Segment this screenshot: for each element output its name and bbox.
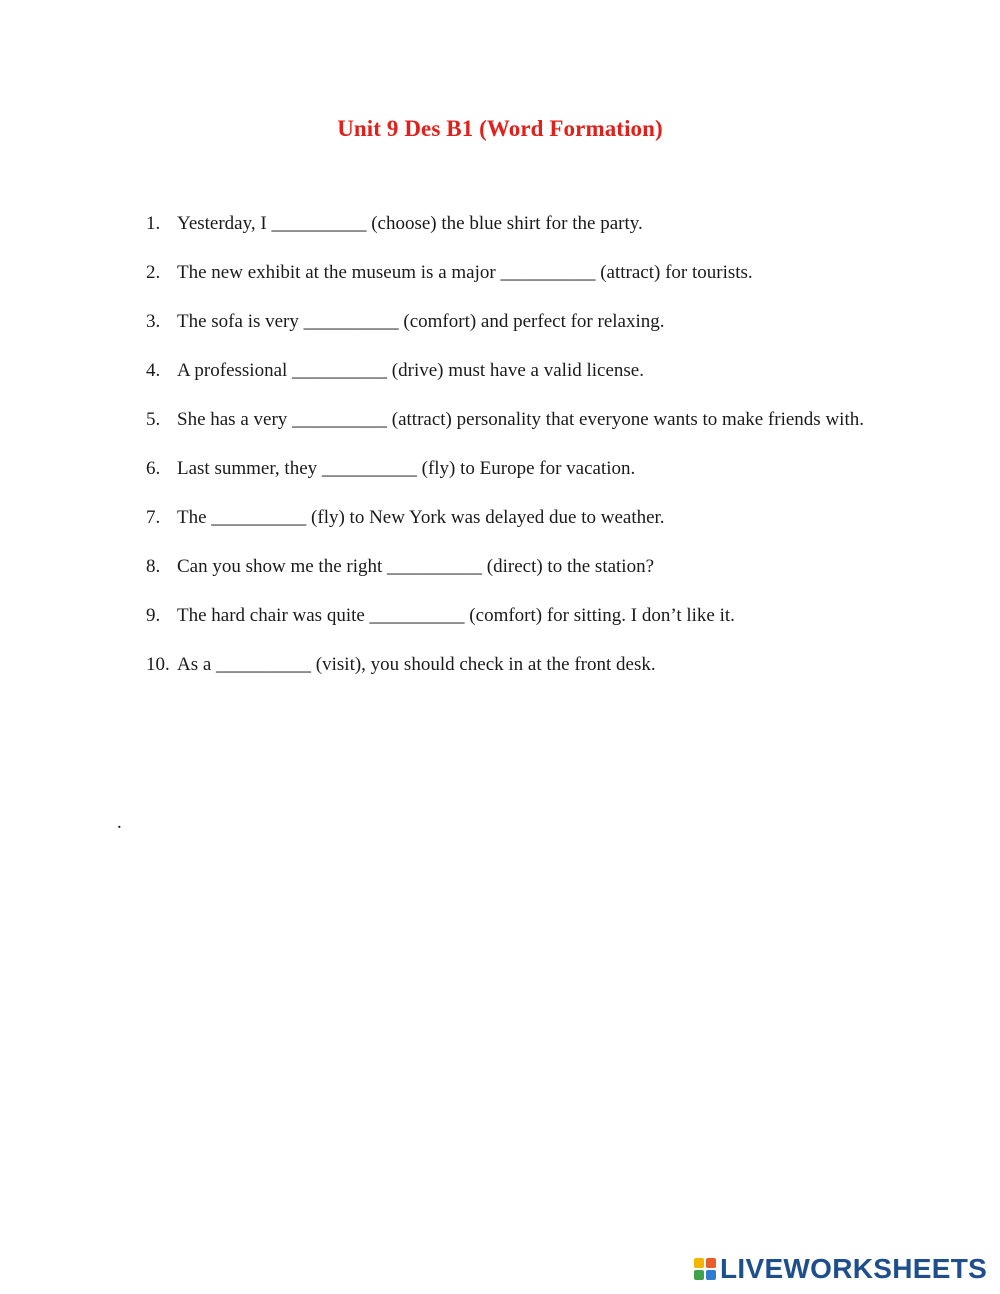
- question-number: 3.: [146, 311, 161, 332]
- question-item: [146, 493, 882, 542]
- question-item: [146, 395, 882, 444]
- question-number: 2.: [146, 262, 161, 283]
- question-item: [146, 248, 882, 297]
- question-text: A professional __________ (drive) must have a valid license.: [177, 360, 644, 381]
- logo-tile-icon: [706, 1270, 716, 1280]
- question-text: Last summer, they __________ (fly) to Europe for vacation.: [177, 458, 636, 479]
- stray-dot: .: [117, 812, 122, 833]
- question-text: As a __________ (visit), you should check in at the front desk.: [177, 654, 656, 675]
- question-text: The __________ (fly) to New York was delayed due to weather.: [177, 507, 665, 528]
- question-number: 5.: [146, 409, 161, 430]
- question-number: 4.: [146, 360, 161, 381]
- question-number: 10.: [146, 654, 170, 675]
- question-number: 8.: [146, 556, 161, 577]
- liveworksheets-logo: [694, 1254, 987, 1284]
- question-item: [146, 444, 882, 493]
- question-text: Can you show me the right __________ (direct) to the station?: [177, 556, 655, 577]
- question-text: Yesterday, I __________ (choose) the blue shirt for the party.: [177, 213, 643, 234]
- liveworksheets-logo-icon: [694, 1258, 716, 1280]
- question-text: The hard chair was quite __________ (comfort) for sitting. I don’t like it.: [177, 605, 735, 626]
- question-item: [146, 297, 882, 346]
- question-text: The new exhibit at the museum is a major __________ (attract) for tourists.: [177, 262, 753, 283]
- question-number: 7.: [146, 507, 161, 528]
- logo-tile-icon: [706, 1258, 716, 1268]
- question-item: [146, 591, 882, 640]
- logo-tile-icon: [694, 1258, 704, 1268]
- question-item: [146, 640, 882, 689]
- logo-text: LIVEWORKSHEETS: [720, 1253, 988, 1284]
- question-item: [146, 346, 882, 395]
- page-title: Unit 9 Des B1 (Word Formation): [337, 116, 663, 141]
- question-item: [146, 542, 882, 591]
- question-number: 1.: [146, 213, 161, 234]
- question-list: [146, 199, 882, 689]
- question-text: The sofa is very __________ (comfort) and perfect for relaxing.: [177, 311, 665, 332]
- question-number: 9.: [146, 605, 161, 626]
- question-number: 6.: [146, 458, 161, 479]
- question-text: She has a very __________ (attract) personality that everyone wants to make friends with.: [177, 409, 864, 430]
- logo-tile-icon: [694, 1270, 704, 1280]
- question-item: [146, 199, 882, 248]
